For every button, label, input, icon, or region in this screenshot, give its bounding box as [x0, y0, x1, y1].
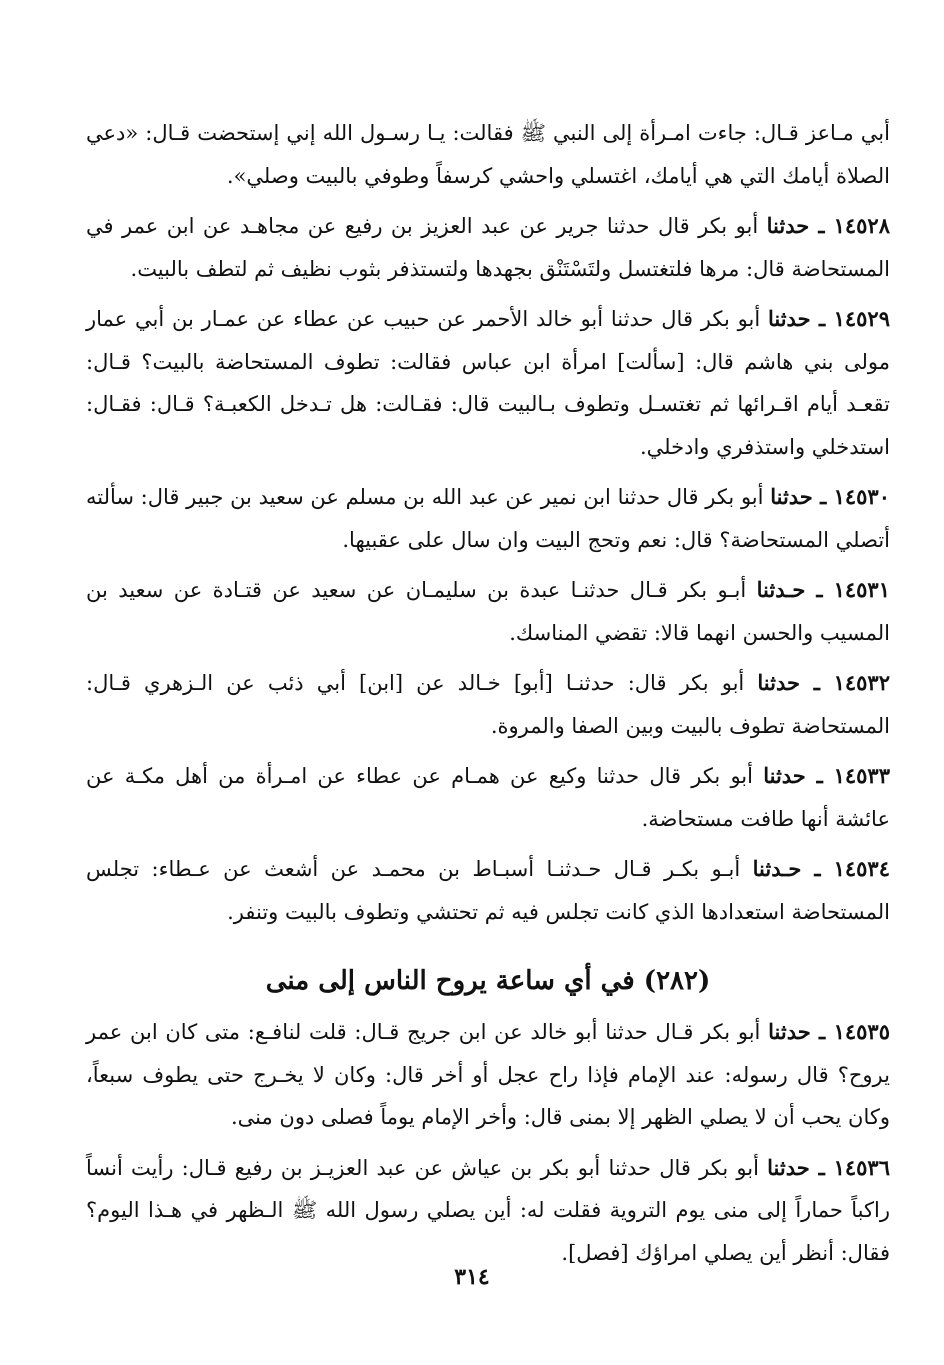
hadith-text: أبو بكر قال حدثنا ابن نمير عن عبد الله بن مسلم عن سعيد بن جبير قال: سألته أتصلي المستحاضة؟ قال: نعم وتحج البيت وان سال على عقبيها. — [86, 485, 890, 552]
hadith-text: أبو بكر قال حدثنا جرير عن عبد العزيز بن رفيع عن مجاهـد عن ابن عمر في المستحاضة قال: مرها فلتغتسل ولتَسْتَنْق بجهدها ولتستذفر بثوب نظيف ثم لتطف بالبيت. — [86, 214, 890, 281]
hadith-number: ١٤٥٣٢ ـ حدثنا — [757, 670, 890, 695]
hadith-text: أبو بكر قال حدثنا أبو بكر بن عياش عن عبد العزيـز بن رفيع قـال: رأيت أنساً راكباً حماراً إلى منى يوم التروية فقلت له: أين يصلي رسول الله ﷺ الـظهر في هـذا اليوم؟ فقال: أنظر أين يصلي امراؤك [فصل]. — [86, 1155, 890, 1265]
hadith-paragraph — [86, 662, 890, 747]
hadith-text: أبو بكر قال حدثنا أبو خالد الأحمر عن حبيب عن عطاء عن عمـار بن أبي عمار مولى بني هاشم قال: [سألت] امرأة ابن عباس فقالت: تطوف المستحاضة بالبيت؟ قـال: تقعـد أيام اقـرائها ثم تغتسـل وتطوف بـالبيت قال: فقـالت: هل تـدخل الكعبـة؟ قـال: فقـال: استدخلي واستذفري وادخلي. — [86, 307, 890, 459]
hadith-paragraph — [86, 1147, 890, 1275]
hadith-paragraph — [86, 298, 890, 468]
hadith-number: ١٤٥٣٦ ـ حدثنا — [767, 1154, 890, 1180]
hadith-text: أبي مـاعز قـال: جاءت امـرأة إلى النبي ﷺ فقالت: يـا رسـول الله إني إستحضت قـال: «دعي الصلاة أيامك التي هي أيامك، اغتسلي واحشي كرسفاً وطوفي بالبيت وصلي». — [86, 121, 890, 188]
hadith-text: أبـو بكـر قـال حـدثنـا أسبـاط بن محمـد عن أشعث عن عـطاء: تجلس المستحاضة استعدادها الذي كانت تجلس فيه ثم تحتشي وتطوف بالبيت وتنفر. — [86, 857, 890, 924]
section-heading: (٢٨٢) في أي ساعة يروح الناس إلى منى — [265, 966, 711, 996]
hadith-paragraph — [86, 476, 890, 561]
hadith-number: ١٤٥٣٤ ـ حـدثنا — [752, 856, 890, 881]
hadith-number: ١٤٥٣١ ـ حـدثنا — [756, 577, 890, 602]
hadith-number: ١٤٥٣٥ ـ حدثنا — [768, 1019, 890, 1044]
hadith-text: أبـو بكر قـال حدثنـا عبدة بن سليمـان عن سعيد عن قتـادة عن سعيد بن المسيب والحسن انهما قالا: تقضي المناسك. — [86, 578, 890, 645]
hadith-text: أبو بكر قال: حدثنـا [أبو] خـالد عن [ابن] أبي ذئب عن الـزهري قـال: المستحاضة تطوف بالبيت وبين الصفا والمروة. — [86, 671, 890, 738]
page-number: ٣١٤ — [454, 1264, 490, 1290]
hadith-paragraph — [86, 112, 890, 197]
hadith-paragraph — [86, 205, 890, 290]
hadith-paragraph — [86, 848, 890, 933]
hadith-paragraph — [86, 569, 890, 654]
hadith-number: ١٤٥٣٣ ـ حدثنا — [763, 763, 890, 788]
page-body — [86, 112, 890, 1282]
hadith-number: ١٤٥٢٩ ـ حدثنا — [767, 306, 890, 331]
hadith-number: ١٤٥٣٠ ـ حدثنا — [770, 484, 890, 509]
hadith-paragraph — [86, 1011, 890, 1139]
hadith-text: أبو بكر قال حدثنا وكيع عن همـام عن عطاء عن امـرأة من أهل مكـة عن عائشة أنها طافت مستحاضة. — [86, 764, 890, 831]
hadith-paragraph — [86, 755, 890, 840]
hadith-text: أبو بكر قـال حدثنا أبو خالد عن ابن جريج قـال: قلت لنافـع: متى كان ابن عمر يروح؟ قال رسوله: عند الإمام فإذا راح عجل أو أخر قال: وكان لا يخـرج حتى يطوف سبعاً، وكان يحب أن لا يصلي الظهر إلا بمنى قال: وأخر الإمام يوماً فصلى دون منى. — [86, 1020, 890, 1129]
hadith-number: ١٤٥٢٨ ـ حدثنا — [766, 213, 890, 238]
